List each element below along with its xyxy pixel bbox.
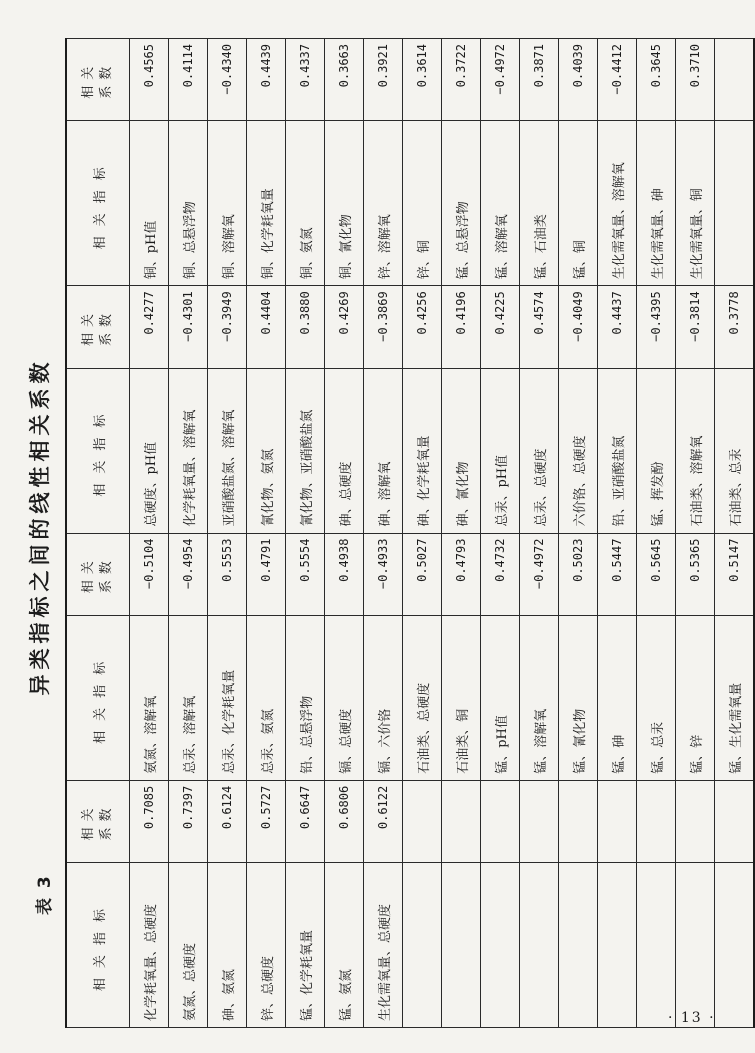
indicator-pair-cell: 生化需氧量、铜 [676,121,715,286]
coefficient-cell: −0.4972 [481,39,520,121]
coefficient-cell: −0.4972 [520,533,559,615]
header-coefficient [66,533,130,615]
table-row [403,39,442,1028]
table-row [676,39,715,1028]
table-row [208,39,247,1028]
indicator-pair-cell: 铅、亚硝酸盐氮 [598,368,637,533]
coefficient-cell: 0.7085 [130,780,169,862]
indicator-pair-cell [598,863,637,1028]
coefficient-cell: 0.5447 [598,533,637,615]
coefficient-cell: 0.3614 [403,39,442,121]
coefficient-cell: 0.4437 [598,286,637,368]
coefficient-cell: 0.4256 [403,286,442,368]
table-header-row [66,39,130,1028]
header-coefficient-line2: 系数 [99,60,114,99]
coefficient-cell: 0.5023 [559,533,598,615]
coefficient-cell: 0.4791 [247,533,286,615]
coefficient-cell [520,780,559,862]
coefficient-cell: −0.4412 [598,39,637,121]
coefficient-cell: 0.5365 [676,533,715,615]
table-row [637,39,676,1028]
correlation-table [65,38,755,1028]
indicator-pair-cell: 总汞、pH值 [481,368,520,533]
indicator-pair-cell: 总汞、溶解氧 [169,615,208,780]
table-row [481,39,520,1028]
indicator-pair-cell [715,863,755,1028]
indicator-pair-cell: 砷、氨氮 [208,863,247,1028]
indicator-pair-cell: 生化需氧量、砷 [637,121,676,286]
coefficient-cell: 0.4732 [481,533,520,615]
coefficient-cell [481,780,520,862]
indicator-pair-cell: 锰、氨氮 [325,863,364,1028]
indicator-pair-cell [637,863,676,1028]
indicator-pair-cell: 镉、总硬度 [325,615,364,780]
header-coefficient-line1: 相关 [81,555,96,594]
coefficient-cell: 0.3710 [676,39,715,121]
table-row [286,39,325,1028]
coefficient-cell: 0.3871 [520,39,559,121]
indicator-pair-cell: 铜、化学耗氧量 [247,121,286,286]
indicator-pair-cell: 锰、总悬浮物 [442,121,481,286]
indicator-pair-cell: 锰、溶解氧 [520,615,559,780]
coefficient-cell [637,780,676,862]
table-row [325,39,364,1028]
coefficient-cell: 0.4565 [130,39,169,121]
coefficient-cell: 0.5027 [403,533,442,615]
coefficient-cell: 0.3663 [325,39,364,121]
coefficient-cell: 0.6124 [208,780,247,862]
indicator-pair-cell: 总硬度、pH值 [130,368,169,533]
coefficient-cell: 0.4938 [325,533,364,615]
coefficient-cell: 0.5553 [208,533,247,615]
indicator-pair-cell: 化学耗氧量、溶解氧 [169,368,208,533]
table-row [169,39,208,1028]
coefficient-cell: −0.4954 [169,533,208,615]
indicator-pair-cell: 六价铬、总硬度 [559,368,598,533]
indicator-pair-cell [520,863,559,1028]
coefficient-cell: 0.4574 [520,286,559,368]
coefficient-cell: 0.5645 [637,533,676,615]
table-row [442,39,481,1028]
header-coefficient-line1: 相关 [81,60,96,99]
indicator-pair-cell: 锰、溶解氧 [481,121,520,286]
header-coefficient-line2: 系数 [99,308,114,347]
coefficient-cell: 0.5147 [715,533,755,615]
indicator-pair-cell: 锰、化学耗氧量 [286,863,325,1028]
table-row [247,39,286,1028]
coefficient-cell: 0.3722 [442,39,481,121]
coefficient-cell: 0.4793 [442,533,481,615]
coefficient-cell: 0.3880 [286,286,325,368]
indicator-pair-cell: 氨氮、总硬度 [169,863,208,1028]
indicator-pair-cell [481,863,520,1028]
indicator-pair-cell: 总汞、化学耗氧量 [208,615,247,780]
table-label: 表 3 [35,874,55,915]
coefficient-cell: 0.3778 [715,286,755,368]
page-number: · 13 · [668,1010,716,1026]
header-coefficient-line1: 相关 [81,308,96,347]
coefficient-cell: 0.4337 [286,39,325,121]
table-row [598,39,637,1028]
indicator-pair-cell: 锰、氰化物 [559,615,598,780]
header-coefficient [66,39,130,121]
coefficient-cell: 0.5727 [247,780,286,862]
coefficient-cell [598,780,637,862]
indicator-pair-cell: 石油类、总汞 [715,368,755,533]
coefficient-cell: 0.6647 [286,780,325,862]
coefficient-cell: −0.4340 [208,39,247,121]
header-coefficient [66,780,130,862]
coefficient-cell: 0.4114 [169,39,208,121]
indicator-pair-cell: 锰、生化需氧量 [715,615,755,780]
table-row [559,39,598,1028]
coefficient-cell: 0.3645 [637,39,676,121]
coefficient-cell: 0.6806 [325,780,364,862]
indicator-pair-cell: 锌、铜 [403,121,442,286]
coefficient-cell: −0.3814 [676,286,715,368]
indicator-pair-cell [559,863,598,1028]
indicator-pair-cell: 镉、六价铬 [364,615,403,780]
indicator-pair-cell: 生化需氧量、总硬度 [364,863,403,1028]
indicator-pair-cell: 砷、溶解氧 [364,368,403,533]
coefficient-cell: 0.4404 [247,286,286,368]
indicator-pair-cell: 砷、氰化物 [442,368,481,533]
indicator-pair-cell: 锰、挥发酚 [637,368,676,533]
table-row [130,39,169,1028]
header-indicator: 相关指标 [66,121,130,286]
coefficient-cell: 0.4269 [325,286,364,368]
header-indicator: 相关指标 [66,615,130,780]
coefficient-cell: −0.5104 [130,533,169,615]
coefficient-cell [715,39,755,121]
indicator-pair-cell: 锰、锌 [676,615,715,780]
indicator-pair-cell: 锰、总汞 [637,615,676,780]
indicator-pair-cell: 铜、总悬浮物 [169,121,208,286]
indicator-pair-cell: 铜、氨氮 [286,121,325,286]
indicator-pair-cell: 石油类、铜 [442,615,481,780]
coefficient-cell: 0.6122 [364,780,403,862]
table-body [130,39,755,1028]
indicator-pair-cell: 锰、砷 [598,615,637,780]
indicator-pair-cell: 锌、总硬度 [247,863,286,1028]
coefficient-cell: −0.4301 [169,286,208,368]
indicator-pair-cell: 铜、pH值 [130,121,169,286]
coefficient-cell: 0.3921 [364,39,403,121]
header-coefficient-line1: 相关 [81,802,96,841]
coefficient-cell [559,780,598,862]
table-row [364,39,403,1028]
coefficient-cell: 0.4039 [559,39,598,121]
coefficient-cell: 0.4196 [442,286,481,368]
indicator-pair-cell: 锰、石油类 [520,121,559,286]
header-coefficient [66,286,130,368]
coefficient-cell: 0.7397 [169,780,208,862]
indicator-pair-cell: 铜、氰化物 [325,121,364,286]
indicator-pair-cell: 石油类、溶解氧 [676,368,715,533]
indicator-pair-cell: 氰化物、氨氮 [247,368,286,533]
coefficient-cell: −0.3949 [208,286,247,368]
table-row [715,39,755,1028]
indicator-pair-cell: 铜、溶解氧 [208,121,247,286]
coefficient-cell: −0.4395 [637,286,676,368]
indicator-pair-cell: 化学耗氧量、总硬度 [130,863,169,1028]
coefficient-cell: −0.4049 [559,286,598,368]
indicator-pair-cell: 氰化物、亚硝酸盐氮 [286,368,325,533]
indicator-pair-cell: 砷、总硬度 [325,368,364,533]
header-coefficient-line2: 系数 [99,555,114,594]
indicator-pair-cell: 生化需氧量、溶解氧 [598,121,637,286]
indicator-pair-cell: 亚硝酸盐氮、溶解氧 [208,368,247,533]
coefficient-cell [676,780,715,862]
indicator-pair-cell: 氨氮、溶解氧 [130,615,169,780]
indicator-pair-cell: 锰、铜 [559,121,598,286]
coefficient-cell: −0.4933 [364,533,403,615]
coefficient-cell [442,780,481,862]
coefficient-cell: 0.5554 [286,533,325,615]
indicator-pair-cell [403,863,442,1028]
indicator-pair-cell: 石油类、总硬度 [403,615,442,780]
indicator-pair-cell [715,121,755,286]
table-wrapper [65,38,755,1028]
indicator-pair-cell: 锌、溶解氧 [364,121,403,286]
coefficient-cell [403,780,442,862]
indicator-pair-cell: 总汞、氨氮 [247,615,286,780]
header-indicator: 相关指标 [66,368,130,533]
indicator-pair-cell [442,863,481,1028]
coefficient-cell: −0.3869 [364,286,403,368]
indicator-pair-cell: 锰、pH值 [481,615,520,780]
indicator-pair-cell [676,863,715,1028]
page-title: 异类指标之间的线性相关系数 [28,357,52,696]
coefficient-cell: 0.4277 [130,286,169,368]
header-coefficient-line2: 系数 [99,802,114,841]
indicator-pair-cell: 砷、化学耗氧量 [403,368,442,533]
indicator-pair-cell: 铅、总悬浮物 [286,615,325,780]
table-row [520,39,559,1028]
coefficient-cell: 0.4225 [481,286,520,368]
coefficient-cell: 0.4439 [247,39,286,121]
indicator-pair-cell: 总汞、总硬度 [520,368,559,533]
coefficient-cell [715,780,755,862]
header-indicator: 相关指标 [66,863,130,1028]
